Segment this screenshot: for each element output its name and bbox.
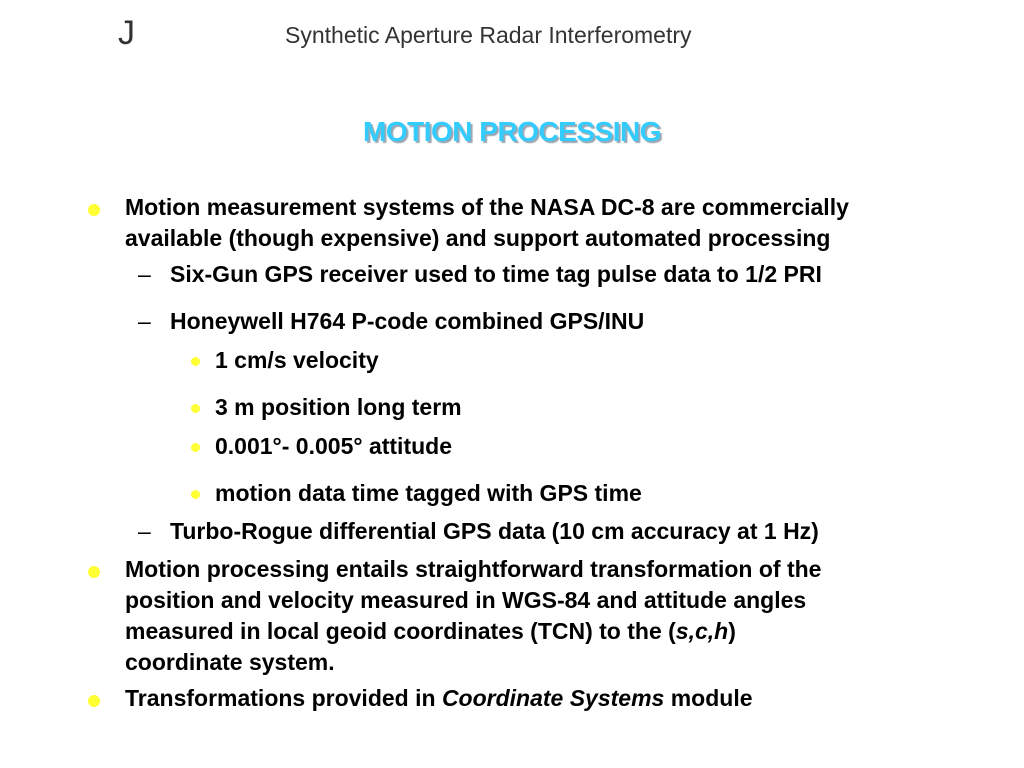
bullet-2-line-3-text: measured in local geoid coordinates (TCN) to the ( xyxy=(125,618,676,644)
slide-header: Synthetic Aperture Radar Interferometry xyxy=(285,22,692,48)
bullet-3-italic: Coordinate Systems xyxy=(441,685,665,711)
dash-marker-3: – xyxy=(138,518,151,544)
sub-item-2: Honeywell H764 P-code combined GPS/INU xyxy=(170,308,645,334)
bullet-2-line-3 xyxy=(125,616,736,647)
bullet-2-line-1: Motion processing entails straightforward transformation of the xyxy=(125,556,822,582)
bullet-2-line-2: position and velocity measured in WGS-84 and attitude angles xyxy=(125,587,807,613)
bullet-dot-small-2 xyxy=(191,404,200,413)
bullet-dot-small-3 xyxy=(191,443,200,452)
sub-item-3: Turbo-Rogue differential GPS data (10 cm accuracy at 1 Hz) xyxy=(170,518,819,544)
bullet-2-line-3-italic: s,c,h xyxy=(675,618,729,644)
dash-marker-1: – xyxy=(138,261,151,287)
bullet-3-line-1 xyxy=(125,683,753,714)
bullet-dot-small-1 xyxy=(191,357,200,366)
sub-sub-item-3: 0.001°- 0.005° attitude xyxy=(215,433,452,459)
sub-sub-item-2: 3 m position long term xyxy=(215,394,462,420)
sub-sub-item-1: 1 cm/s velocity xyxy=(215,347,379,373)
bullet-3-text: Transformations provided in xyxy=(125,685,442,711)
sub-sub-item-4: motion data time tagged with GPS time xyxy=(215,480,642,506)
bullet-2-line-4: coordinate system. xyxy=(125,649,335,675)
bullet-2-line-3-close: ) xyxy=(728,618,736,644)
bullet-1-line-1: Motion measurement systems of the NASA DC-8 are commercially xyxy=(125,194,849,220)
bullet-dot-1 xyxy=(88,204,100,216)
dash-marker-2: – xyxy=(138,308,151,334)
bullet-dot-2 xyxy=(88,566,100,578)
sub-item-1: Six-Gun GPS receiver used to time tag pulse data to 1/2 PRI xyxy=(170,261,822,287)
logo-letter: J xyxy=(118,14,135,52)
bullet-1-line-2: available (though expensive) and support automated processing xyxy=(125,225,831,251)
slide-title: MOTION PROCESSING xyxy=(363,116,661,147)
bullet-dot-3 xyxy=(88,695,100,707)
bullet-dot-small-4 xyxy=(191,490,200,499)
bullet-3-text-end: module xyxy=(664,685,753,711)
